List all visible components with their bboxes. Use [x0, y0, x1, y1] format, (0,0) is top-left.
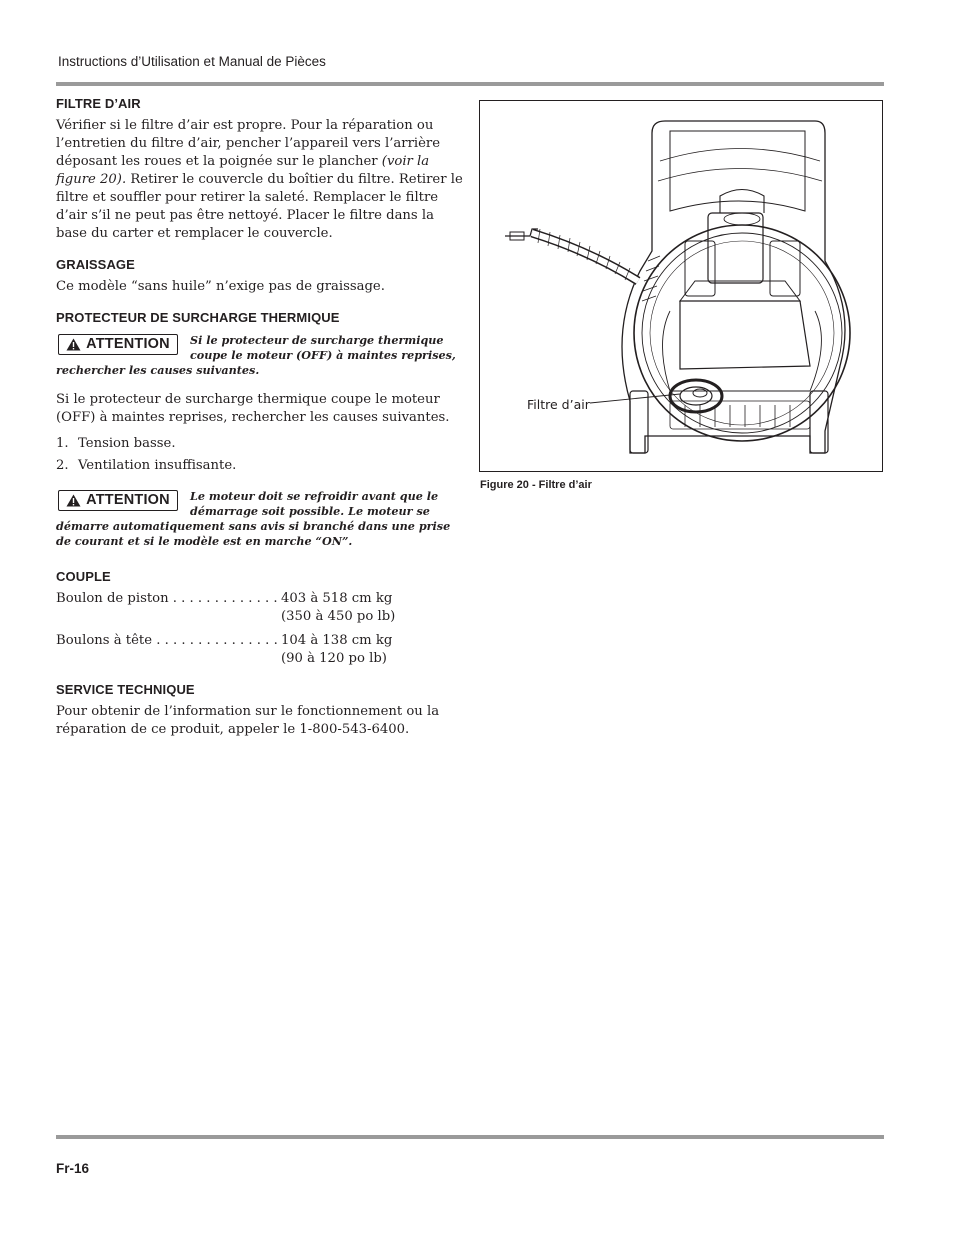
- list-item-number: 2.: [56, 458, 69, 474]
- torque-row: [56, 590, 464, 608]
- figure-20: [479, 100, 883, 472]
- list-item: [56, 457, 464, 475]
- warning-triangle-icon: [66, 338, 81, 351]
- attention-warning-1-text: Si le protecteur de surcharge thermique coupe le moteur (OFF) à maintes reprises, rechercher les causes suivantes.: [56, 333, 456, 377]
- list-item-text: Ventilation insuffisante.: [78, 458, 237, 474]
- section-couple: [56, 563, 464, 668]
- section-filtre-air: [56, 96, 464, 243]
- section-heading-service: SERVICE TECHNIQUE: [56, 681, 195, 697]
- running-header: Instructions d’Utilisation et Manual de Pièces: [58, 54, 326, 69]
- attention-warning-2: [56, 489, 464, 548]
- torque-row: [56, 632, 464, 650]
- section-service: [56, 682, 464, 739]
- filtre-air-text-2: Retirer le couvercle du boîtier du filtre. Retirer le filtre et souffler pour retirer la saleté. Remplacer le filtre d’air s’il ne peut pas être nettoyé. Placer le filtre dans la base du carter et remplacer le couvercle.: [56, 172, 463, 241]
- list-item: [56, 435, 464, 453]
- torque-name: Boulons à tête . . .: [56, 632, 281, 650]
- compressor-illustration: [480, 101, 883, 472]
- attention-warning-1: [56, 333, 464, 377]
- torque-alt-value: (350 à 450 po lb): [281, 608, 396, 624]
- attention-badge-label: ATTENTION: [86, 492, 170, 509]
- torque-name: Boulon de piston . . .: [56, 590, 281, 608]
- section-heading-couple: COUPLE: [56, 568, 111, 584]
- page-number: Fr-16: [56, 1161, 90, 1176]
- service-paragraph: Pour obtenir de l’information sur le fonctionnement ou la réparation de ce produit, appeler le 1-800-543-6400.: [56, 703, 440, 737]
- figure-callout-label: Filtre d’air: [527, 397, 590, 412]
- attention-badge: [58, 334, 178, 355]
- header-rule: [56, 82, 884, 86]
- section-protecteur: [56, 310, 464, 549]
- section-heading-protecteur: PROTECTEUR DE SURCHARGE THERMIQUE: [56, 310, 340, 325]
- torque-value: 403 à 518 cm kg: [281, 590, 393, 606]
- section-graissage: [56, 257, 464, 296]
- section-heading-graissage: GRAISSAGE: [56, 257, 135, 272]
- filtre-air-text-1: Vérifier si le filtre d’air est propre. Pour la réparation ou l’entretien du filtre d’air, pencher l’appareil vers l’arrière déposant les roues et la poignée sur le plancher: [56, 118, 441, 169]
- torque-value: 104 à 138 cm kg: [281, 632, 393, 648]
- filtre-air-paragraph: [56, 117, 464, 243]
- warning-triangle-icon: [66, 494, 81, 507]
- figure-reference: (voir la figure 20).: [56, 154, 430, 187]
- list-item-number: 1.: [56, 436, 69, 452]
- causes-list: [56, 435, 464, 475]
- figure-caption: Figure 20 - Filtre d’air: [480, 479, 592, 491]
- torque-alt-value: (90 à 120 po lb): [281, 650, 387, 666]
- list-item-text: Tension basse.: [78, 436, 176, 452]
- attention-badge: [58, 490, 178, 511]
- protecteur-paragraph: Si le protecteur de surcharge thermique coupe le moteur (OFF) à maintes reprises, rechercher les causes suivantes.: [56, 392, 450, 426]
- footer-rule: [56, 1135, 884, 1139]
- left-column: [56, 96, 464, 753]
- attention-warning-2-text: Le moteur doit se refroidir avant que le démarrage soit possible. Le moteur se démarre automatiquement sans avis si branché dans une prise de courant et si le modèle est en marche “ON”.: [56, 489, 451, 548]
- attention-badge-label: ATTENTION: [86, 336, 170, 353]
- section-heading-filtre-air: FILTRE D’AIR: [56, 96, 141, 111]
- graissage-paragraph: Ce modèle “sans huile” n’exige pas de graissage.: [56, 279, 385, 294]
